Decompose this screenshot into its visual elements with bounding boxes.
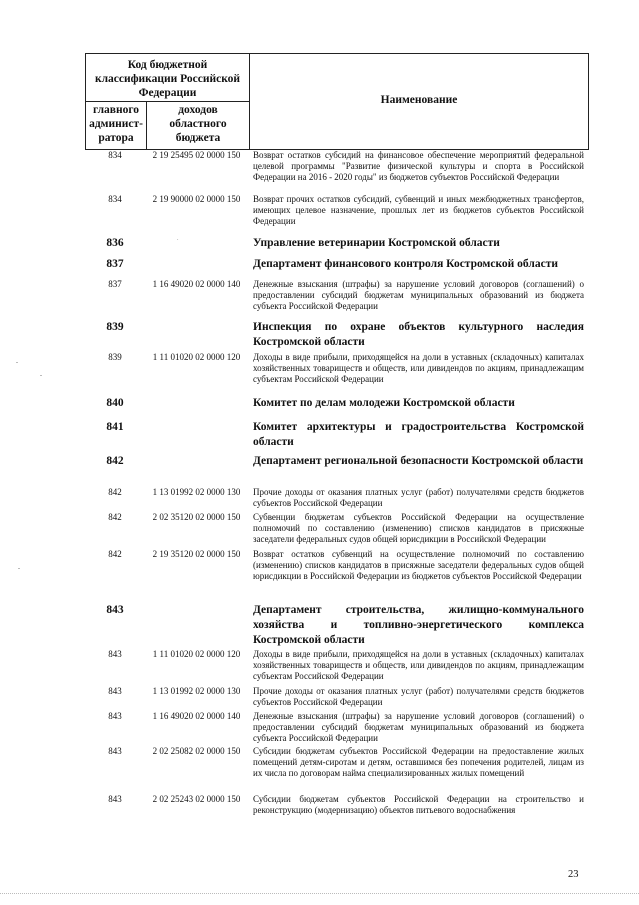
administrator-name: Департамент финансового контроля Костромской области [253, 258, 558, 270]
revenue-name: Возврат остатков субвенций на осуществление полномочий по составлению (изменению) списков кандидатов в присяжные заседатели федеральных судов общей юрисдикции в Российской Федерации из бюджетов субъектов Российской Федерации [253, 549, 584, 581]
admin-code: 842 [108, 549, 122, 559]
scan-dot: . [177, 236, 179, 242]
administrator-name: Инспекция по охране объектов культурного наследия Костромской области [253, 321, 584, 348]
admin-code: 842 [108, 512, 122, 522]
revenue-code: 1 13 01992 02 0000 130 [152, 686, 241, 696]
admin-code: 842 [106, 455, 124, 467]
header-revenue: доходов областного бюджета [169, 104, 227, 144]
administrator-name: Департамент региональной безопасности Костромской области [253, 455, 584, 467]
revenue-code: 2 02 25082 02 0000 150 [152, 746, 241, 756]
admin-code: 843 [108, 649, 122, 659]
admin-code: 843 [108, 794, 122, 804]
admin-code: 837 [106, 258, 124, 270]
header-main-admin: главного админист-ратора [89, 104, 143, 144]
admin-code: 843 [108, 746, 122, 756]
revenue-name: Доходы в виде прибыли, приходящейся на доли в уставных (складочных) капиталах хозяйственных товариществ и обществ, или дивидендов по акциям, принадлежащим субъектам Российской Федерации [253, 352, 584, 384]
revenue-code: 2 02 35120 02 0000 150 [152, 512, 241, 522]
admin-code: 841 [106, 421, 124, 433]
administrator-name: Комитет по делам молодежи Костромской области [253, 397, 515, 409]
page-bottom-edge [0, 893, 639, 894]
administrator-name: Управление ветеринарии Костромской области [253, 237, 500, 249]
table-header [85, 53, 589, 150]
admin-code: 839 [108, 352, 122, 362]
revenue-name: Субсидии бюджетам субъектов Российской Федерации на предоставление жилых помещений детям-сиротам и детям, оставшимся без попечения родителей, лицам из их числа по договорам найма специализированных жилых помещений [253, 746, 584, 778]
admin-code: 837 [108, 279, 122, 289]
header-name: Наименование [380, 94, 458, 106]
revenue-name: Субвенции бюджетам субъектов Российской Федерации на осуществление полномочий по составлению (изменению) списков кандидатов в присяжные заседатели федеральных судов общей юрисдикции в Российской Федерации [253, 512, 584, 544]
revenue-code: 1 13 01992 02 0000 130 [152, 487, 241, 497]
revenue-code: 2 19 90000 02 0000 150 [152, 194, 241, 204]
admin-code: 842 [108, 487, 122, 497]
revenue-name: Возврат прочих остатков субсидий, субвенций и иных межбюджетных трансфертов, имеющих целевое назначение, прошлых лет из бюджетов субъектов Российской Федерации [253, 194, 584, 226]
revenue-name: Прочие доходы от оказания платных услуг (работ) получателями средств бюджетов субъектов Российской Федерации [253, 487, 584, 508]
administrator-name: Департамент строительства, жилищно-коммунального хозяйства и топливно-энергетического комплекса Костромской области [253, 604, 584, 646]
header-divider-subcolumns [146, 101, 147, 149]
revenue-name: Субсидии бюджетам субъектов Российской Федерации на строительство и реконструкцию (модернизацию) объектов питьевого водоснабжения [253, 794, 584, 815]
admin-code: 840 [106, 397, 124, 409]
page-number: 23 [568, 869, 579, 880]
admin-code: 843 [106, 604, 124, 616]
revenue-code: 2 19 25495 02 0000 150 [152, 150, 241, 160]
revenue-code: 1 16 49020 02 0000 140 [152, 279, 241, 289]
admin-code: 839 [106, 321, 124, 333]
revenue-code: 1 11 01020 02 0000 120 [152, 649, 241, 659]
revenue-code: 1 11 01020 02 0000 120 [152, 352, 241, 362]
revenue-name: Денежные взыскания (штрафы) за нарушение условий договоров (соглашений) о предоставлении субсидий бюджетам муниципальных образований из бюджета субъекта Российской Федерации [253, 279, 584, 311]
admin-code: 843 [108, 686, 122, 696]
revenue-name: Доходы в виде прибыли, приходящейся на доли в уставных (складочных) капиталах хозяйственных товариществ и обществ, или дивидендов по акциям, принадлежащим субъектам Российской Федерации [253, 649, 584, 681]
revenue-name: Прочие доходы от оказания платных услуг (работ) получателями средств бюджетов субъектов Российской Федерации [253, 686, 584, 707]
admin-code: 843 [108, 711, 122, 721]
admin-code: 834 [108, 150, 122, 160]
admin-code: 836 [106, 237, 124, 249]
scan-speck [16, 362, 18, 363]
revenue-code: 1 16 49020 02 0000 140 [152, 711, 241, 721]
header-code-group: Код бюджетной классификации Российской Федерации [94, 59, 241, 99]
scan-speck [18, 568, 20, 569]
revenue-name: Возврат остатков субсидий на финансовое обеспечение мероприятий федеральной целевой программы "Развитие физической культуры и спорта в Российской Федерации на 2016 - 2020 годы" из бюджетов субъектов Российской Федерации [253, 150, 584, 182]
revenue-code: 2 02 25243 02 0000 150 [152, 794, 241, 804]
revenue-name: Денежные взыскания (штрафы) за нарушение условий договоров (соглашений) о предоставлении субсидий бюджетам муниципальных образований из бюджета субъекта Российской Федерации [253, 711, 584, 743]
header-divider-horizontal [86, 101, 249, 102]
administrator-name: Комитет архитектуры и градостроительства Костромской области [253, 421, 584, 448]
scan-speck [40, 375, 42, 376]
admin-code: 834 [108, 194, 122, 204]
revenue-code: 2 19 35120 02 0000 150 [152, 549, 241, 559]
